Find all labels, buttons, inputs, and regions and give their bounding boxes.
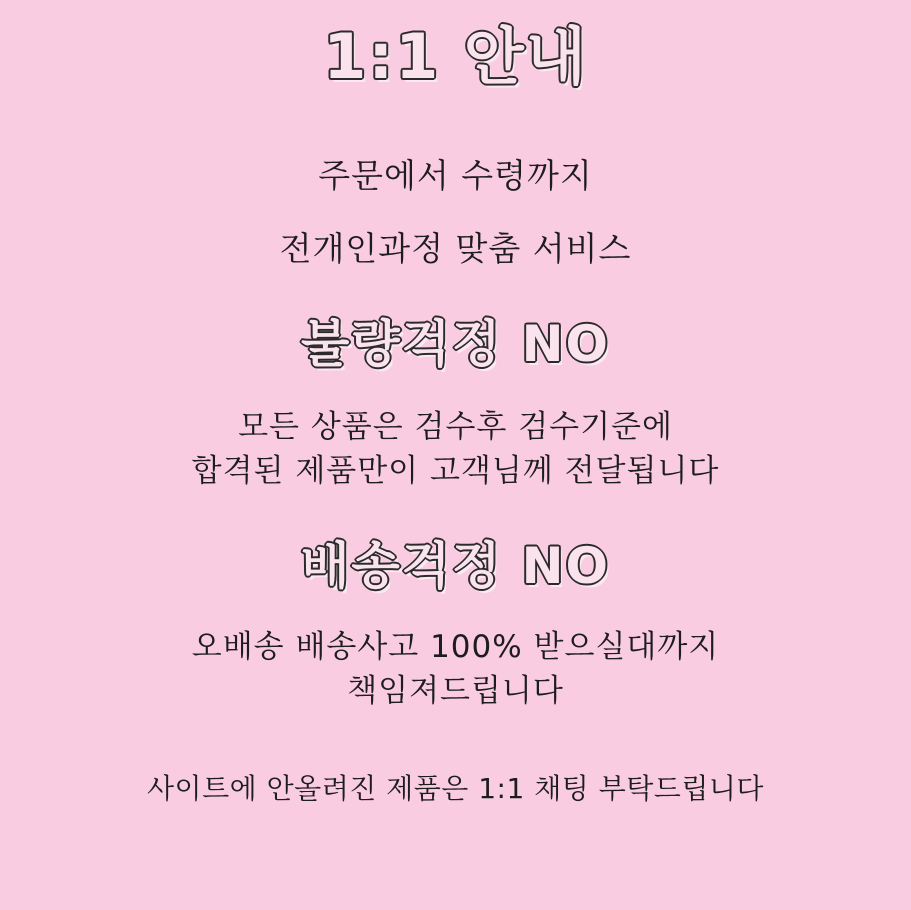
quality-line-2: 합격된 제품만이 고객님께 전달됩니다 <box>191 452 720 489</box>
spacer <box>0 713 911 769</box>
spacer <box>0 493 911 539</box>
quality-heading: 불량걱정 NO <box>301 314 610 373</box>
delivery-heading: 배송걱정 NO <box>301 536 610 595</box>
intro-line-2: 전개인과정 맞춤 서비스 <box>279 228 632 268</box>
delivery-body <box>0 625 911 713</box>
page-title: 1:1 안내 <box>323 20 588 93</box>
spacer <box>0 273 911 317</box>
quality-body <box>0 405 911 493</box>
delivery-line-2: 책임져드립니다 <box>347 672 564 709</box>
intro-line-1: 주문에서 수령까지 <box>318 155 593 195</box>
spacer <box>0 593 911 625</box>
delivery-line-1: 오배송 배송사고 100% 받으실대까지 <box>191 628 720 665</box>
footer-note: 사이트에 안올려진 제품은 1:1 채팅 부탁드립니다 <box>147 771 764 805</box>
spacer <box>0 91 911 127</box>
quality-line-1: 모든 상품은 검수후 검수기준에 <box>238 408 673 445</box>
spacer <box>0 371 911 405</box>
intro-block <box>0 127 911 273</box>
